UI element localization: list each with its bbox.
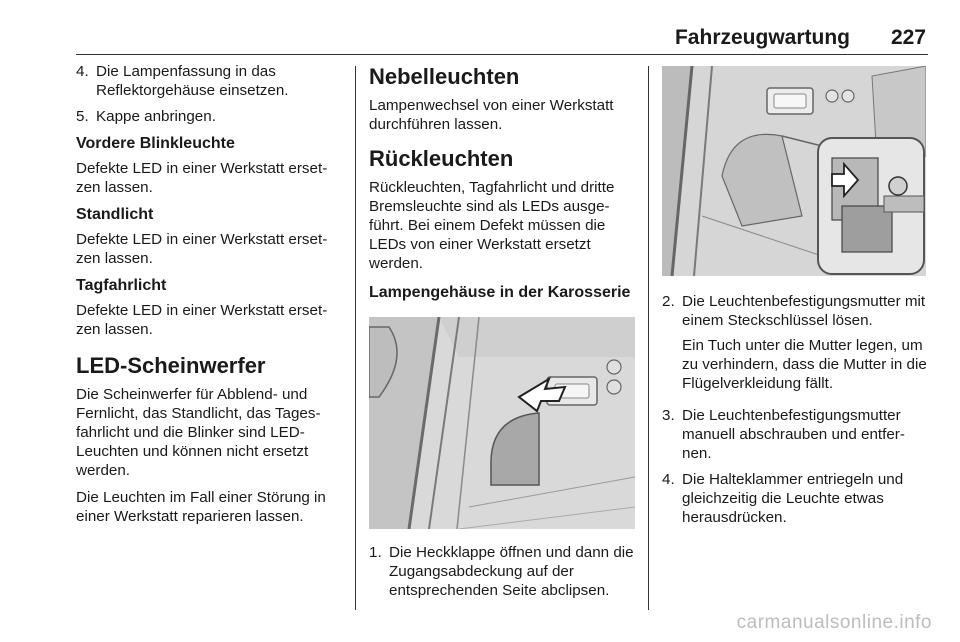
list-item: [76, 62, 348, 100]
step-number: 4.: [662, 471, 675, 488]
paragraph: Die Scheinwerfer für Abblend- und Fernlicht, das Standlicht, das Tages-fahrlicht und die Blinker sind LED-Leuchten und können nicht ersetzt werden.: [76, 386, 321, 479]
step-number: 4.: [76, 63, 89, 80]
heading-rueckleuchten: Rückleuchten: [369, 146, 514, 171]
column-1: [76, 62, 348, 534]
step-number: 1.: [369, 544, 382, 561]
paragraph: Rückleuchten, Tagfahrlicht und dritte Bremsleuchte sind als LEDs ausge-führt. Bei einem Defekt müssen die LEDs von einer Werkstatt ersetzt werden.: [369, 179, 615, 272]
step-number: 3.: [662, 407, 675, 424]
paragraph: Defekte LED in einer Werkstatt erset-zen lassen.: [76, 302, 328, 338]
step-number: 5.: [76, 108, 89, 125]
step-text: Die Leuchtenbefestigungsmutter mit einem Steckschlüssel lösen.: [682, 293, 926, 329]
trunk-access-cover-illustration: [369, 317, 635, 529]
lamp-nut-illustration: [662, 66, 926, 276]
column-3: [662, 62, 928, 534]
step-text: Die Lampenfassung in das Reflektorgehäuse einsetzen.: [96, 63, 289, 99]
heading-tagfahrlicht: Tagfahrlicht: [76, 277, 167, 294]
heading-led-scheinwerfer: LED-Scheinwerfer: [76, 353, 266, 378]
step-list: [662, 292, 928, 527]
column-divider-2: [648, 66, 649, 610]
step-list: [76, 62, 348, 126]
list-item: [662, 406, 928, 463]
paragraph: Die Leuchten im Fall einer Störung in einer Werkstatt reparieren lassen.: [76, 489, 326, 525]
heading-nebelleuchten: Nebelleuchten: [369, 64, 520, 89]
step-text: Die Leuchtenbefestigungsmutter manuell abschrauben und entfer-nen.: [682, 407, 905, 462]
watermark: carmanualsonline.info: [736, 612, 932, 633]
list-item: [369, 543, 635, 600]
list-item: [662, 470, 928, 527]
list-item: [76, 107, 348, 126]
heading-lampengehaeuse: Lampengehäuse in der Karosserie: [369, 284, 631, 301]
step-text: Die Halteklammer entriegeln und gleichzeitig die Leuchte etwas herausdrücken.: [682, 471, 904, 526]
step-body: [682, 292, 928, 399]
paragraph: Lampenwechsel von einer Werkstatt durchführen lassen.: [369, 97, 614, 133]
step-text: Kappe anbringen.: [96, 108, 216, 125]
heading-standlicht: Standlicht: [76, 206, 154, 223]
list-item: [662, 292, 928, 399]
column-divider-1: [355, 66, 356, 610]
section-title: Fahrzeugwartung: [674, 26, 850, 49]
page-number: 227: [890, 26, 926, 49]
header-rule: [76, 54, 928, 55]
step-text: Die Heckklappe öffnen und dann die Zugangsabdeckung auf der entsprechenden Seite abclipsen.: [389, 544, 634, 599]
paragraph: Defekte LED in einer Werkstatt erset-zen lassen.: [76, 160, 328, 196]
paragraph: Defekte LED in einer Werkstatt erset-zen lassen.: [76, 231, 328, 267]
page-header: [72, 26, 928, 52]
heading-vordere-blinkleuchte: Vordere Blinkleuchte: [76, 135, 235, 152]
step-list: [369, 543, 635, 600]
step-note: Ein Tuch unter die Mutter legen, um zu verhindern, dass die Mutter in die Flügelverkleidung fällt.: [682, 337, 927, 392]
column-2: [369, 62, 635, 607]
step-number: 2.: [662, 293, 675, 310]
